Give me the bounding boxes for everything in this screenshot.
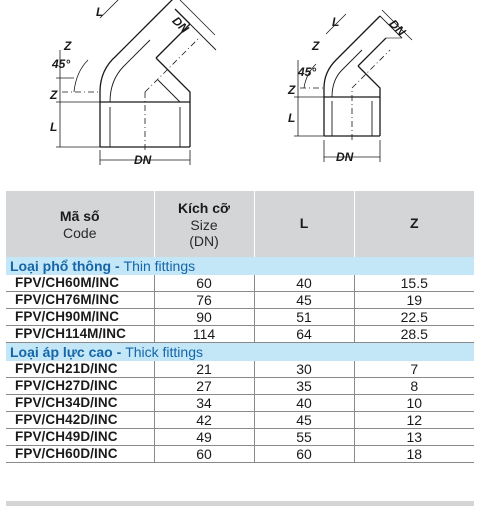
small-l-top-label: L — [332, 15, 340, 29]
technical-drawings — [0, 0, 478, 180]
cell-code: FPV/CH21D/INC — [6, 361, 154, 378]
cell-z: 10 — [354, 395, 474, 412]
section-title-separator: - — [111, 258, 124, 274]
section-title-vn: Loại phổ thông — [10, 258, 112, 274]
section-header-row — [6, 343, 474, 362]
cell-size: 49 — [154, 429, 254, 446]
cell-size: 34 — [154, 395, 254, 412]
cell-l: 55 — [254, 429, 354, 446]
cell-size: 21 — [154, 361, 254, 378]
section-header-row — [6, 257, 474, 275]
small-dn-bottom-label: DN — [336, 150, 354, 164]
section-title-separator: - — [112, 344, 126, 360]
header-size-en: Size — [190, 216, 218, 233]
table-row — [6, 378, 474, 395]
cell-l: 40 — [254, 275, 354, 292]
cell-l: 51 — [254, 309, 354, 326]
small-z-top-label: Z — [312, 39, 320, 53]
cell-l: 64 — [254, 326, 354, 343]
cell-size: 90 — [154, 309, 254, 326]
cell-z: 18 — [354, 446, 474, 463]
small-dn-top-label: DN — [386, 16, 409, 39]
header-size-vn: Kích cỡ — [178, 199, 230, 216]
cell-code: FPV/CH60M/INC — [6, 275, 154, 292]
header-code-en: Code — [63, 224, 97, 241]
cell-code: FPV/CH60D/INC — [6, 446, 154, 463]
cell-z: 19 — [354, 292, 474, 309]
header-code — [6, 191, 154, 257]
cell-l: 30 — [254, 361, 354, 378]
cell-code: FPV/CH34D/INC — [6, 395, 154, 412]
cell-code: FPV/CH76M/INC — [6, 292, 154, 309]
table-row — [6, 309, 474, 326]
small-l-bottom-label: L — [288, 111, 296, 125]
large-dn-top-label: DN — [169, 13, 192, 36]
table-row — [6, 275, 474, 292]
cell-size: 27 — [154, 378, 254, 395]
cell-code: FPV/CH49D/INC — [6, 429, 154, 446]
cell-size: 42 — [154, 412, 254, 429]
large-l-bottom-label: L — [50, 120, 58, 134]
section-title — [6, 257, 474, 275]
large-elbow-drawing — [40, 0, 260, 180]
cell-z: 8 — [354, 378, 474, 395]
cell-code: FPV/CH42D/INC — [6, 412, 154, 429]
table-row — [6, 446, 474, 463]
cell-l: 40 — [254, 395, 354, 412]
table-row — [6, 395, 474, 412]
table-row — [6, 326, 474, 343]
header-z — [354, 191, 474, 257]
cell-l: 35 — [254, 378, 354, 395]
cell-z: 7 — [354, 361, 474, 378]
header-code-vn: Mã số — [59, 207, 100, 224]
header-l — [254, 191, 354, 257]
large-dn-bottom-label: DN — [134, 153, 152, 167]
header-size-unit: (DN) — [189, 232, 219, 249]
cell-z: 15.5 — [354, 275, 474, 292]
cell-size: 114 — [154, 326, 254, 343]
cell-code: FPV/CH90M/INC — [6, 309, 154, 326]
section-title-en: Thin fittings — [123, 258, 196, 274]
small-z-bottom-label: Z — [288, 83, 296, 97]
section-title — [6, 343, 474, 362]
cell-size: 60 — [154, 446, 254, 463]
small-angle-label: 45° — [298, 65, 317, 79]
table-bottom-band — [6, 501, 474, 506]
table-row — [6, 412, 474, 429]
table-row — [6, 292, 474, 309]
large-angle-label: 45° — [52, 57, 71, 71]
cell-z: 22.5 — [354, 309, 474, 326]
section-title-vn: Loại áp lực cao — [10, 344, 113, 360]
spec-table — [6, 191, 474, 463]
cell-l: 60 — [254, 446, 354, 463]
cell-l: 45 — [254, 292, 354, 309]
cell-size: 60 — [154, 275, 254, 292]
cell-z: 13 — [354, 429, 474, 446]
table-row — [6, 429, 474, 446]
large-l-top-label: L — [96, 5, 104, 19]
table-body — [6, 257, 474, 463]
large-z-top-label: Z — [64, 39, 72, 53]
cell-code: FPV/CH114M/INC — [6, 326, 154, 343]
header-z-label: Z — [409, 215, 419, 231]
section-title-en: Thick fittings — [125, 344, 203, 360]
large-z-bottom-label: Z — [50, 88, 58, 102]
header-size — [154, 191, 254, 257]
table-header-row — [6, 191, 474, 257]
small-elbow-drawing — [290, 0, 480, 180]
cell-z: 28.5 — [354, 326, 474, 343]
table-row — [6, 361, 474, 378]
cell-size: 76 — [154, 292, 254, 309]
cell-code: FPV/CH27D/INC — [6, 378, 154, 395]
cell-z: 12 — [354, 412, 474, 429]
header-l-label: L — [299, 215, 309, 231]
cell-l: 45 — [254, 412, 354, 429]
